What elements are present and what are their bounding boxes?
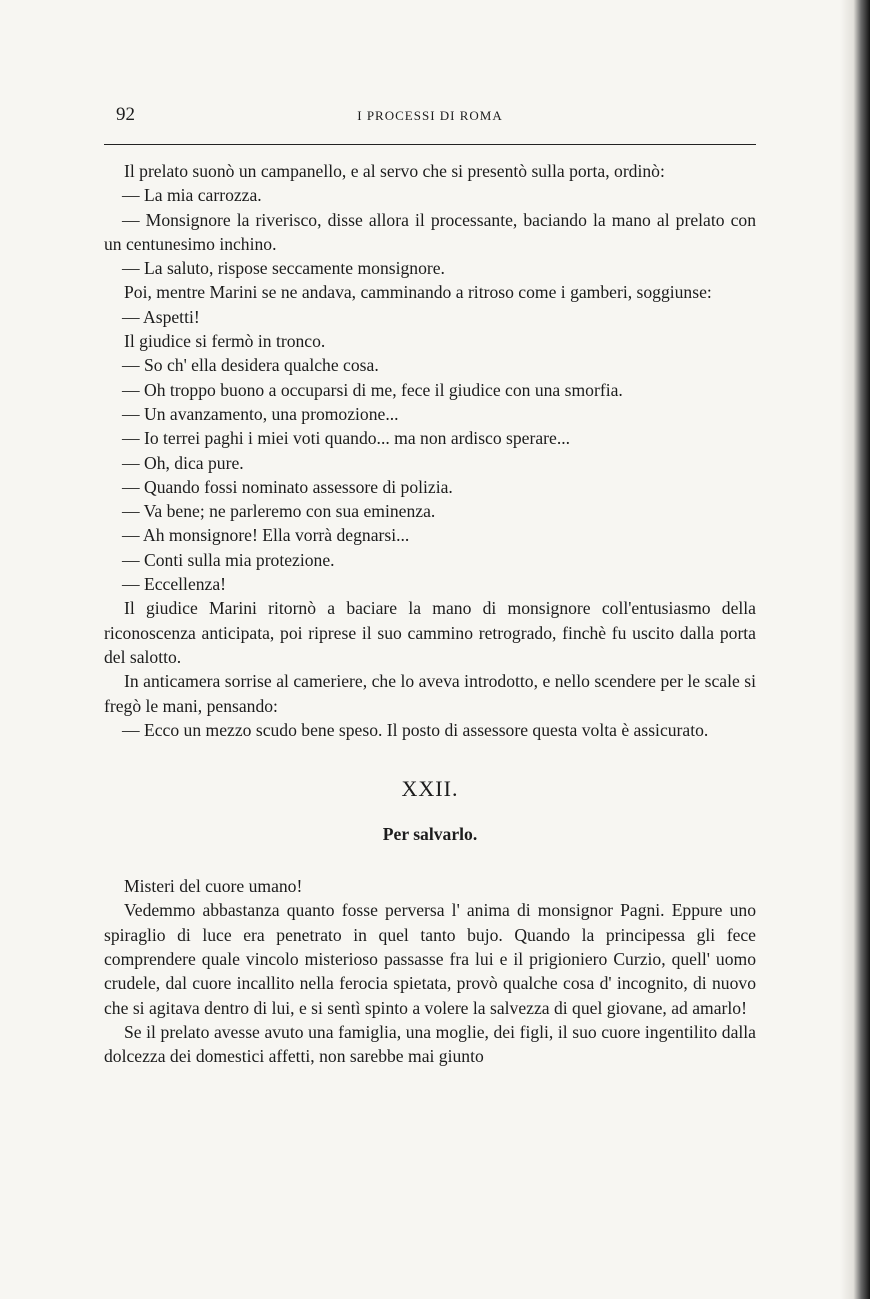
paragraph: — Aspetti! <box>122 306 200 327</box>
running-header <box>104 96 756 136</box>
paragraph: — Conti sulla mia protezione. <box>122 549 335 570</box>
paragraph: — Oh, dica pure. <box>122 452 244 473</box>
paragraph: Il prelato suonò un campanello, e al servo che si presentò sulla porta, ordinò: <box>124 161 665 181</box>
paragraph: — Quando fossi nominato assessore di polizia. <box>122 476 453 497</box>
paragraph: Vedemmo abbastanza quanto fosse perversa l' anima di monsignor Pagni. Eppure uno spiraglio di luce era penetrato in quel tanto bujo. Quando la principessa gli fece comprendere quale vincolo misterioso passasse fra lui e il prigioniero Curzio, quell' uomo crudele, dal cuore incallito nella ferocia spietata, provò qualche cosa d' incognito, di nuovo che si agitava dentro di lui, e si sentì spinto a volere la salvezza di quel giovane, ad amarlo! <box>104 900 756 1018</box>
body-text <box>104 159 756 742</box>
running-title: I PROCESSI DI ROMA <box>357 108 503 123</box>
paragraph: — Monsignore la riverisco, disse allora il processante, baciando la mano al prelato con un centunesimo inchino. <box>104 209 756 254</box>
paragraph: Il giudice si fermò in tronco. <box>124 331 326 352</box>
page-number: 92 <box>116 104 135 125</box>
chapter-body-text <box>104 874 756 1068</box>
paragraph: Poi, mentre Marini se ne andava, camminando a ritroso come i gamberi, soggiunse: <box>124 282 712 303</box>
paragraph: — Oh troppo buono a occuparsi di me, fece il giudice con una smorfia. <box>122 379 623 400</box>
paragraph: — Ah monsignore! Ella vorrà degnarsi... <box>122 525 410 546</box>
scan-page-edge <box>840 0 870 1299</box>
paragraph: In anticamera sorrise al cameriere, che lo aveva introdotto, e nello scendere per le scale si fregò le mani, pensando: <box>104 671 756 716</box>
paragraph: Se il prelato avesse avuto una famiglia, una moglie, dei figli, il suo cuore ingentilito dalla dolcezza dei domestici affetti, non sarebbe mai giunto <box>104 1021 756 1067</box>
paragraph: — Eccellenza! <box>122 574 227 595</box>
chapter-title: Per salvarlo. <box>382 824 478 845</box>
book-page <box>104 96 756 1069</box>
paragraph: — Io terrei paghi i miei voti quando... ma non ardisco sperare... <box>122 428 571 449</box>
paragraph: — Va bene; ne parleremo con sua eminenza. <box>122 501 436 522</box>
paragraph: — Ecco un mezzo scudo bene speso. Il posto di assessore questa volta è assicurato. <box>122 719 709 740</box>
paragraph: — So ch' ella desidera qualche cosa. <box>122 355 379 376</box>
chapter-number: XXII. <box>401 776 459 802</box>
paragraph: — La mia carrozza. <box>122 185 262 206</box>
paragraph: — Un avanzamento, una promozione... <box>122 403 399 424</box>
header-rule <box>104 144 756 145</box>
paragraph: Il giudice Marini ritornò a baciare la mano di monsignore coll'entusiasmo della riconoscenza anticipata, poi riprese il suo cammino retrogrado, finchè fu uscito dalla porta del salotto. <box>104 598 756 667</box>
paragraph: Misteri del cuore umano! <box>124 876 303 897</box>
paragraph: — La saluto, rispose seccamente monsignore. <box>122 258 445 279</box>
